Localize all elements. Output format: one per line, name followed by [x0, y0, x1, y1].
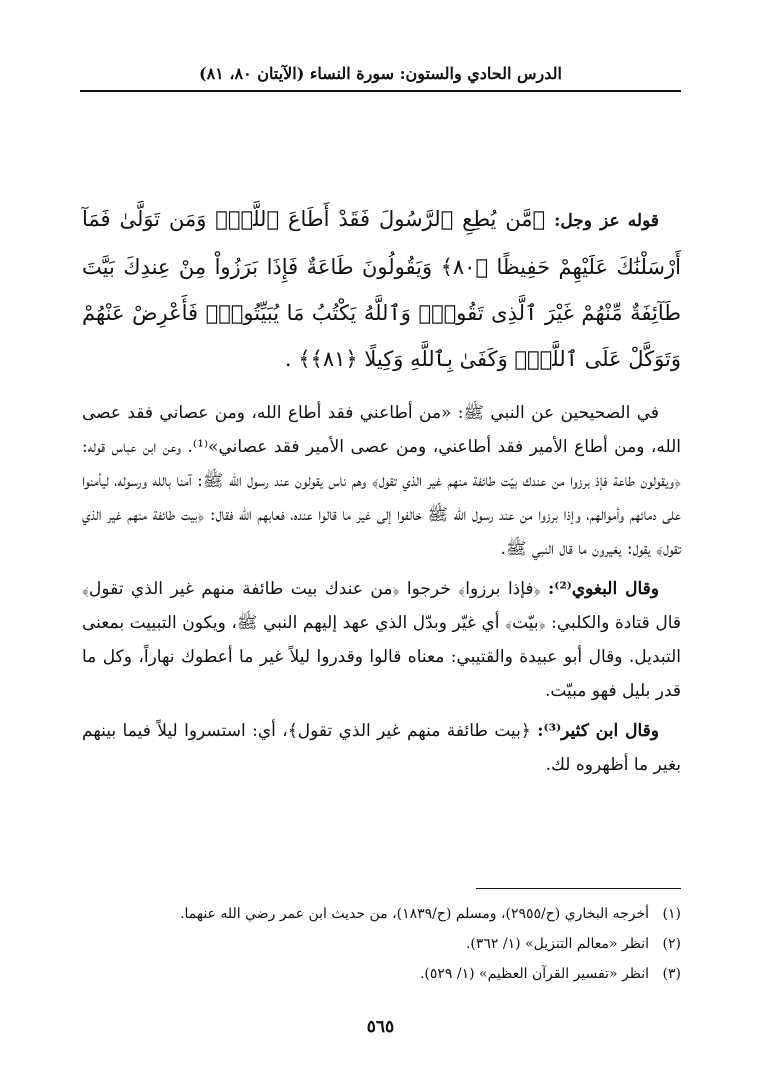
baghawi-lead: وقال البغوي⁽²⁾: [547, 579, 659, 599]
verse-paragraph [82, 196, 681, 382]
footnote-item [82, 903, 681, 925]
ibn-kathir-lead: وقال ابن كثير⁽³⁾: [537, 721, 659, 741]
footnote-text: انظر «معالم التنزيل» (١/ ٣٦٢). [465, 936, 649, 952]
footnote-text: انظر «تفسير القرآن العظيم» (١/ ٥٢٩). [419, 966, 649, 982]
running-header: الدرس الحادي والستون: سورة النساء (الآيتان ٨٠، ٨١) [199, 64, 562, 83]
header-rule [80, 90, 681, 92]
baghawi-text: ﴿فإذا برزوا﴾ خرجوا ﴿من عندك بيت طائفة منهم غير الذي تقول﴾ قال قتادة والكلبي: ﴿بيّت﴾ أي غيّر وبدّل الذي عهد إليهم النبي ﷺ، ويكون التبييت بمعنى التبديل. وقال أبو عبيدة والقتيبي: معناه قالوا وقدروا ليلاً غير ما أعطوك نهاراً، وكل ما قدر بليل فهو مبيّت. [82, 579, 681, 701]
hadith-paragraph: في الصحيحين عن النبي ﷺ: «من أطاعني فقد أطاع الله، ومن عصاني فقد عصى الله، ومن أطاع الأمير فقد أطاعني، ومن عصى الأمير فقد عصاني»⁽¹⁾. وعن ابن عباس قوله: ﴿ويقولون طاعة فإذ برزوا من عندك بيّت طائفة منهم غير الذي تقول﴾ وهم ناس يقولون عند رسول الله ﷺ: آمنا بالله ورسوله، ليأمنوا على دمائهم وأموالهم، وإذا برزوا من عند رسول الله ﷺ خالفوا إلى غير ما قالوا عنده، فعابهم الله فقال: ﴿بيت طائفة منهم غير الذي تقول﴾ يقول: يغيرون ما قال النبي ﷺ. [82, 403, 681, 559]
footnote-number: (١) [662, 906, 681, 922]
ibn-kathir-text: ﴿بيت طائفة منهم غير الذي تقول﴾، أي: استسروا ليلاً فيما بينهم بغير ما أظهروه لك. [82, 721, 681, 775]
footnote-item [82, 963, 681, 985]
footnotes [82, 888, 681, 993]
footnote-item [82, 933, 681, 955]
quran-verse: ﴿مَّن يُطِعِ ٱلرَّسُولَ فَقَدْ أَطَاعَ ٱللَّهَۖ وَمَن تَوَلَّىٰ فَمَآ أَرْسَلْنَٰكَ عَلَيْهِمْ حَفِيظًا ﴿٨٠﴾ وَيَقُولُونَ طَاعَةٌ فَإِذَا بَرَزُواْ مِنْ عِندِكَ بَيَّتَ طَآئِفَةٌ مِّنْهُمْ غَيْرَ ٱلَّذِى تَقُولُۖ وَٱللَّهُ يَكْتُبُ مَا يُبَيِّتُونَۖ فَأَعْرِضْ عَنْهُمْ وَتَوَكَّلْ عَلَى ٱللَّهِۚ وَكَفَىٰ بِٱللَّهِ وَكِيلًا ﴿٨١﴾﴾ . [82, 207, 682, 371]
baghawi-paragraph [82, 572, 681, 708]
ibn-kathir-paragraph [82, 714, 681, 782]
footnote-text: أخرجه البخاري (ح/٢٩٥٥)، ومسلم (ح/١٨٣٩)، من حديث ابن عمر رضي الله عنهما. [180, 906, 649, 922]
footnote-number: (٢) [662, 936, 681, 952]
main-text [82, 196, 681, 788]
footnote-rule [476, 888, 681, 889]
page-number: ٥٦٥ [366, 1017, 395, 1037]
footnote-number: (٣) [662, 966, 681, 982]
verse-lead: قوله عز وجل: [554, 211, 659, 231]
